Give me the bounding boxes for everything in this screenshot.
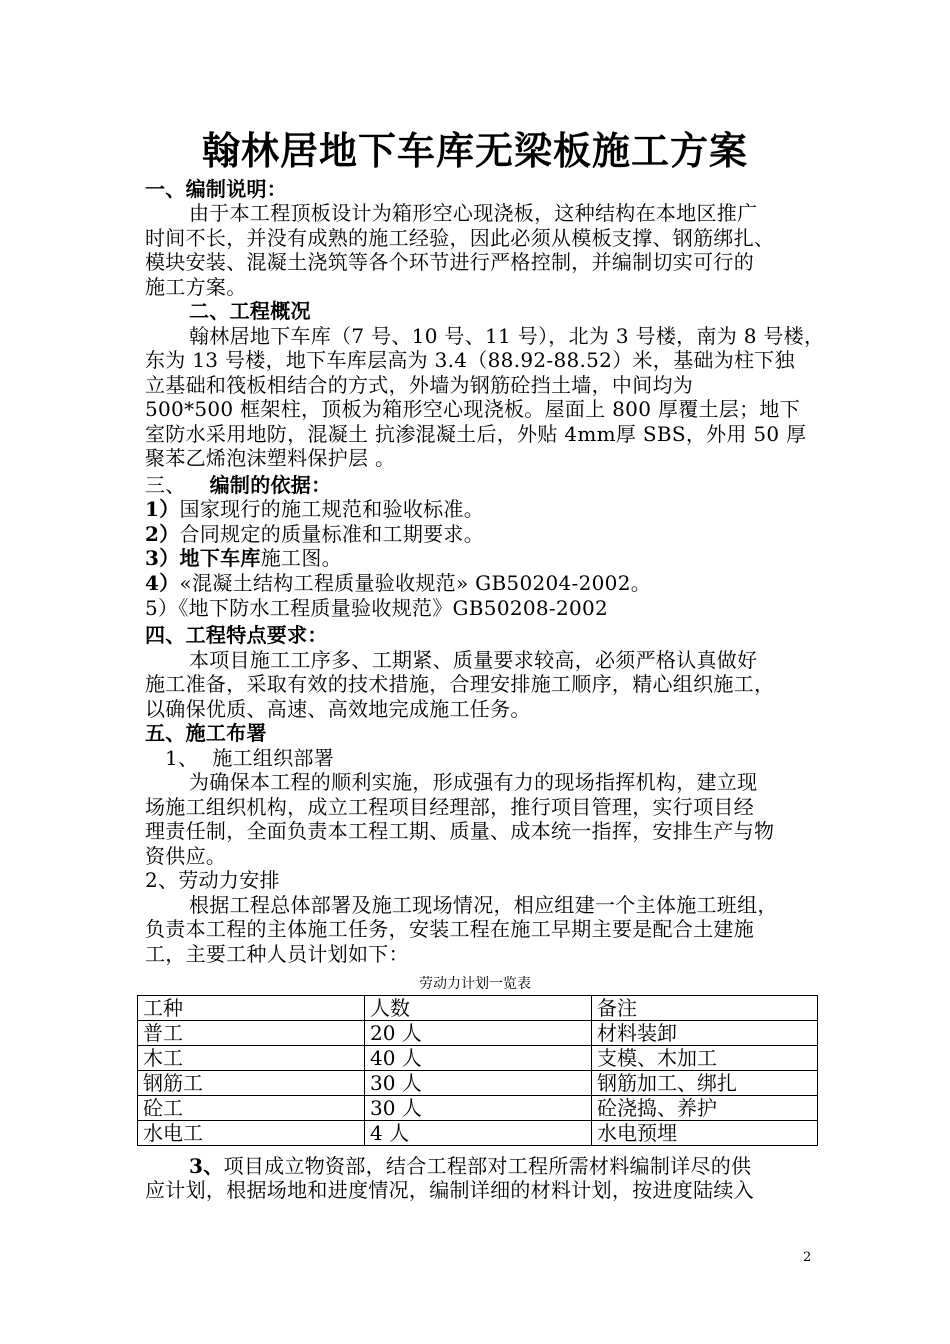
subsection-heading-1 [165, 746, 845, 770]
table-cell: 40 人 [365, 1046, 592, 1071]
list-text: «混凝土结构工程质量验收规范» GB50204-2002。 [179, 571, 652, 595]
table-cell: 支模、木加工 [592, 1046, 818, 1071]
section-heading-2: 二、工程概况 [189, 299, 311, 323]
subsection-heading-3 [145, 1154, 825, 1178]
list-marker: 5） [145, 596, 179, 620]
paragraph-line: 场施工组织机构，成立工程项目经理部，推行项目管理，实行项目经 [145, 795, 754, 819]
table-cell: 水电预埋 [592, 1121, 818, 1146]
paragraph-line: 理责任制，全面负责本工程工期、质量、成本统一指挥，安排生产与物 [145, 819, 775, 843]
table-cell: 20 人 [365, 1021, 592, 1046]
table-cell: 钢筋工 [138, 1071, 365, 1096]
paragraph-line: 由于本工程顶板设计为箱形空心现浇板，这种结构在本地区推广 [189, 201, 758, 225]
table-cell: 木工 [138, 1046, 365, 1071]
table-row [138, 1071, 818, 1096]
paragraph-line: 根据工程总体部署及施工现场情况，相应组建一个主体施工班组， [189, 893, 778, 917]
table-header-cell: 工种 [138, 996, 365, 1021]
list-text: 施工图。 [260, 546, 342, 570]
section-heading-3 [145, 473, 825, 497]
paragraph-line: 室防水采用地防，混凝土 抗渗混凝土后，外贴 4mm厚 SBS，外用 50 厚 [145, 422, 807, 446]
list-marker: 2） [145, 522, 180, 546]
table-row [138, 1046, 818, 1071]
paragraph-line: 立基础和筏板相结合的方式，外墙为钢筋砼挡土墙，中间均为 [145, 373, 694, 397]
list-text-bold: 地下车库 [179, 546, 261, 570]
paragraph-line: 时间不长，并没有成熟的施工经验，因此必须从模板支撑、钢筋绑扎、 [145, 226, 775, 250]
section-heading-1: 一、编制说明： [145, 177, 288, 201]
table-header-cell: 备注 [592, 996, 818, 1021]
list-text: 《地下防水工程质量验收规范》GB50208-2002 [178, 596, 609, 620]
paragraph-line: 施工准备，采取有效的技术措施，合理安排施工顺序，精心组织施工， [145, 672, 775, 696]
subsection-heading-2: 2、劳动力安排 [145, 868, 280, 892]
paragraph-line: 为确保本工程的顺利实施，形成强有力的现场指挥机构，建立现 [189, 770, 758, 794]
paragraph-line: 聚苯乙烯泡沫塑料保护层 。 [145, 446, 396, 470]
paragraph-line: 应计划，根据场地和进度情况，编制详细的材料计划，按进度陆续入 [145, 1178, 754, 1202]
section-heading-4: 四、工程特点要求： [145, 623, 328, 647]
table-cell: 钢筋加工、绑扎 [592, 1071, 818, 1096]
paragraph-line: 资供应。 [145, 844, 227, 868]
table-cell: 4 人 [365, 1121, 592, 1146]
paragraph-line: 模块安装、混凝土浇筑等各个环节进行严格控制，并编制切实可行的 [145, 250, 754, 274]
subsection-number: 3、 [189, 1154, 224, 1178]
paragraph-line: 东为 13 号楼，地下车库层高为 3.4（88.92-88.52）米，基础为柱下独 [145, 348, 795, 372]
paragraph-line: 工，主要工种人员计划如下： [145, 942, 409, 966]
table-header-row [138, 996, 818, 1021]
basis-item-5 [145, 596, 825, 620]
table-cell: 材料装卸 [592, 1021, 818, 1046]
table-header-cell: 人数 [365, 996, 592, 1021]
paragraph-line: 施工方案。 [145, 275, 247, 299]
section-number: 三、 [145, 473, 186, 497]
section-heading-5: 五、施工布署 [145, 721, 267, 745]
paragraph-line: 翰林居地下车库（7 号、10 号、11 号），北为 3 号楼，南为 8 号楼， [189, 324, 825, 348]
paragraph-line: 以确保优质、高速、高效地完成施工任务。 [145, 697, 531, 721]
basis-item-4 [145, 571, 825, 595]
paragraph-line: 负责本工程的主体施工任务，安装工程在施工早期主要是配合土建施 [145, 917, 754, 941]
document-title: 翰林居地下车库无梁板施工方案 [201, 129, 748, 173]
list-marker: 4） [145, 571, 180, 595]
table-cell: 30 人 [365, 1096, 592, 1121]
basis-item-1 [145, 497, 825, 521]
table-cell: 砼浇捣、养护 [592, 1096, 818, 1121]
page-number: 2 [803, 1250, 812, 1265]
table-row [138, 1121, 818, 1146]
table-row [138, 1096, 818, 1121]
table-cell: 普工 [138, 1021, 365, 1046]
subsection-title: 施工组织部署 [212, 746, 335, 770]
list-text: 合同规定的质量标准和工期要求。 [179, 522, 485, 546]
list-marker: 3） [145, 546, 180, 570]
table-cell: 水电工 [138, 1121, 365, 1146]
basis-item-2 [145, 522, 825, 546]
paragraph-line: 本项目施工工序多、工期紧、质量要求较高，必须严格认真做好 [189, 648, 758, 672]
table-cell: 30 人 [365, 1071, 592, 1096]
subsection-number: 1、 [165, 746, 199, 770]
list-text: 国家现行的施工规范和验收标准。 [179, 497, 485, 521]
basis-item-3 [145, 546, 825, 570]
table-caption: 劳动力计划一览表 [419, 976, 531, 992]
paragraph-line: 500*500 框架柱，顶板为箱形空心现浇板。屋面上 800 厚覆土层；地下 [145, 397, 800, 421]
list-marker: 1） [145, 497, 180, 521]
labor-plan-table [137, 995, 818, 1146]
section-title: 编制的依据： [209, 473, 332, 497]
paragraph-text: 项目成立物资部，结合工程部对工程所需材料编制详尽的供 [223, 1154, 752, 1178]
table-cell: 砼工 [138, 1096, 365, 1121]
table-row [138, 1021, 818, 1046]
